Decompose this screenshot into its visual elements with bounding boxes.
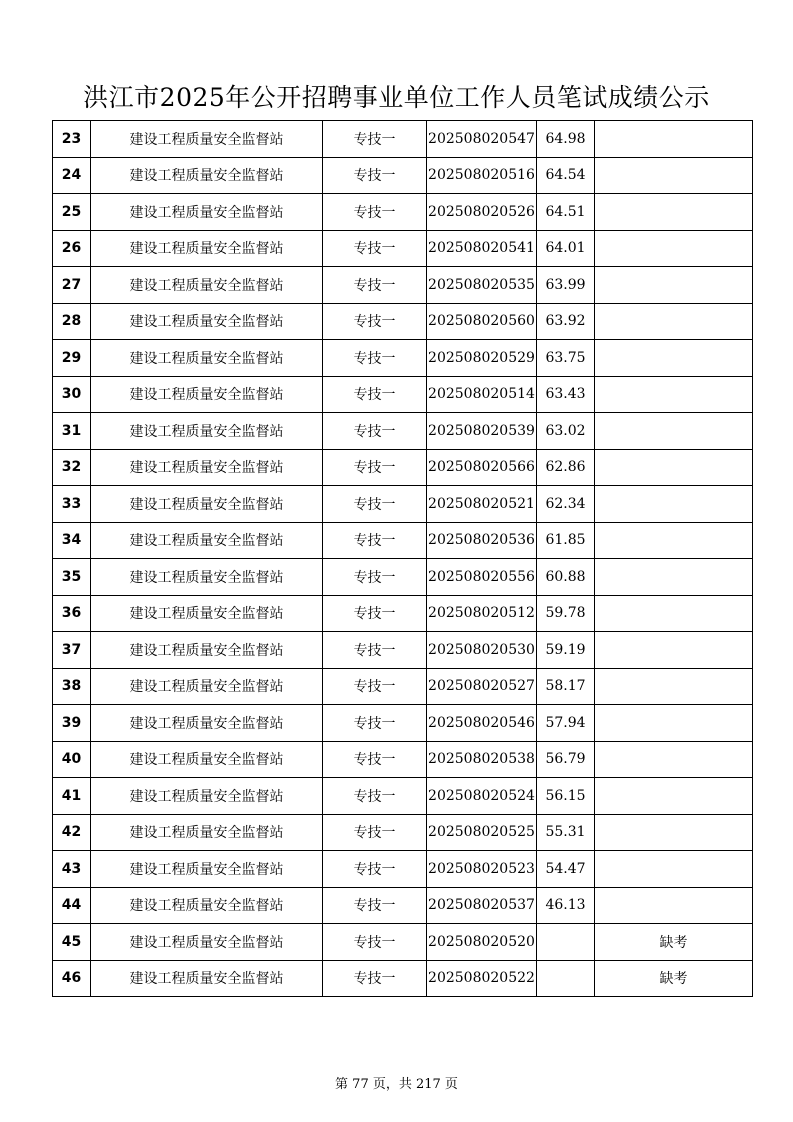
remark-cell — [595, 267, 753, 304]
ticket-number-cell: 202508020546 — [427, 705, 537, 742]
exam-score-cell: 60.88 — [537, 559, 595, 596]
position-code-cell: 专技一 — [323, 121, 427, 158]
row-number-cell: 39 — [53, 705, 91, 742]
ticket-number-cell: 202508020522 — [427, 960, 537, 997]
position-code-cell: 专技一 — [323, 376, 427, 413]
unit-name-cell: 建设工程质量安全监督站 — [91, 814, 323, 851]
ticket-number-cell: 202508020521 — [427, 486, 537, 523]
ticket-number-cell: 202508020547 — [427, 121, 537, 158]
remark-cell — [595, 340, 753, 377]
exam-score-cell: 57.94 — [537, 705, 595, 742]
row-number-cell: 31 — [53, 413, 91, 450]
unit-name-cell: 建设工程质量安全监督站 — [91, 413, 323, 450]
remark-cell — [595, 449, 753, 486]
exam-score-cell: 63.75 — [537, 340, 595, 377]
row-number-cell: 41 — [53, 778, 91, 815]
remark-cell — [595, 413, 753, 450]
remark-cell — [595, 157, 753, 194]
exam-score-cell: 46.13 — [537, 887, 595, 924]
position-code-cell: 专技一 — [323, 267, 427, 304]
ticket-number-cell: 202508020512 — [427, 595, 537, 632]
remark-cell — [595, 668, 753, 705]
unit-name-cell: 建设工程质量安全监督站 — [91, 194, 323, 231]
remark-cell — [595, 741, 753, 778]
row-number-cell: 26 — [53, 230, 91, 267]
page-title: 洪江市2025年公开招聘事业单位工作人员笔试成绩公示 — [83, 83, 710, 112]
position-code-cell: 专技一 — [323, 960, 427, 997]
remark-cell — [595, 121, 753, 158]
exam-score-cell: 56.15 — [537, 778, 595, 815]
row-number-cell: 44 — [53, 887, 91, 924]
unit-name-cell: 建设工程质量安全监督站 — [91, 267, 323, 304]
row-number-cell: 23 — [53, 121, 91, 158]
table-row — [53, 595, 753, 632]
exam-score-cell: 62.34 — [537, 486, 595, 523]
exam-score-cell: 63.99 — [537, 267, 595, 304]
row-number-cell: 38 — [53, 668, 91, 705]
ticket-number-cell: 202508020537 — [427, 887, 537, 924]
exam-score-cell: 64.98 — [537, 121, 595, 158]
ticket-number-cell: 202508020527 — [427, 668, 537, 705]
row-number-cell: 46 — [53, 960, 91, 997]
unit-name-cell: 建设工程质量安全监督站 — [91, 741, 323, 778]
table-row — [53, 230, 753, 267]
position-code-cell: 专技一 — [323, 668, 427, 705]
position-code-cell: 专技一 — [323, 741, 427, 778]
row-number-cell: 29 — [53, 340, 91, 377]
position-code-cell: 专技一 — [323, 194, 427, 231]
ticket-number-cell: 202508020541 — [427, 230, 537, 267]
exam-score-cell: 63.92 — [537, 303, 595, 340]
ticket-number-cell: 202508020523 — [427, 851, 537, 888]
remark-cell — [595, 632, 753, 669]
unit-name-cell: 建设工程质量安全监督站 — [91, 778, 323, 815]
remark-cell — [595, 194, 753, 231]
table-row — [53, 449, 753, 486]
exam-score-cell: 59.78 — [537, 595, 595, 632]
page-footer: 第 77 页，共 217 页 — [335, 1077, 458, 1092]
remark-cell — [595, 376, 753, 413]
remark-cell — [595, 230, 753, 267]
unit-name-cell: 建设工程质量安全监督站 — [91, 121, 323, 158]
position-code-cell: 专技一 — [323, 449, 427, 486]
row-number-cell: 36 — [53, 595, 91, 632]
table-row — [53, 960, 753, 997]
row-number-cell: 28 — [53, 303, 91, 340]
table-row — [53, 194, 753, 231]
remark-cell — [595, 559, 753, 596]
exam-score-cell: 58.17 — [537, 668, 595, 705]
unit-name-cell: 建设工程质量安全监督站 — [91, 559, 323, 596]
exam-score-cell: 64.54 — [537, 157, 595, 194]
row-number-cell: 32 — [53, 449, 91, 486]
remark-cell: 缺考 — [595, 960, 753, 997]
ticket-number-cell: 202508020520 — [427, 924, 537, 961]
table-row — [53, 668, 753, 705]
row-number-cell: 35 — [53, 559, 91, 596]
exam-score-cell: 55.31 — [537, 814, 595, 851]
table-row — [53, 376, 753, 413]
ticket-number-cell: 202508020516 — [427, 157, 537, 194]
table-row — [53, 157, 753, 194]
position-code-cell: 专技一 — [323, 559, 427, 596]
unit-name-cell: 建设工程质量安全监督站 — [91, 486, 323, 523]
row-number-cell: 40 — [53, 741, 91, 778]
remark-cell — [595, 486, 753, 523]
ticket-number-cell: 202508020526 — [427, 194, 537, 231]
unit-name-cell: 建设工程质量安全监督站 — [91, 705, 323, 742]
table-row — [53, 303, 753, 340]
table-row — [53, 705, 753, 742]
ticket-number-cell: 202508020530 — [427, 632, 537, 669]
unit-name-cell: 建设工程质量安全监督站 — [91, 449, 323, 486]
table-row — [53, 632, 753, 669]
row-number-cell: 34 — [53, 522, 91, 559]
exam-score-cell: 63.02 — [537, 413, 595, 450]
unit-name-cell: 建设工程质量安全监督站 — [91, 595, 323, 632]
position-code-cell: 专技一 — [323, 486, 427, 523]
position-code-cell: 专技一 — [323, 157, 427, 194]
table-row — [53, 814, 753, 851]
unit-name-cell: 建设工程质量安全监督站 — [91, 960, 323, 997]
row-number-cell: 27 — [53, 267, 91, 304]
unit-name-cell: 建设工程质量安全监督站 — [91, 340, 323, 377]
table-row — [53, 778, 753, 815]
position-code-cell: 专技一 — [323, 814, 427, 851]
ticket-number-cell: 202508020536 — [427, 522, 537, 559]
row-number-cell: 33 — [53, 486, 91, 523]
remark-cell: 缺考 — [595, 924, 753, 961]
unit-name-cell: 建设工程质量安全监督站 — [91, 376, 323, 413]
position-code-cell: 专技一 — [323, 303, 427, 340]
table-row — [53, 486, 753, 523]
position-code-cell: 专技一 — [323, 705, 427, 742]
unit-name-cell: 建设工程质量安全监督站 — [91, 230, 323, 267]
ticket-number-cell: 202508020535 — [427, 267, 537, 304]
row-number-cell: 42 — [53, 814, 91, 851]
unit-name-cell: 建设工程质量安全监督站 — [91, 157, 323, 194]
ticket-number-cell: 202508020514 — [427, 376, 537, 413]
scores-table — [52, 120, 753, 997]
table-row — [53, 413, 753, 450]
unit-name-cell: 建设工程质量安全监督站 — [91, 887, 323, 924]
unit-name-cell: 建设工程质量安全监督站 — [91, 851, 323, 888]
exam-score-cell — [537, 924, 595, 961]
exam-score-cell: 64.01 — [537, 230, 595, 267]
table-row — [53, 924, 753, 961]
ticket-number-cell: 202508020560 — [427, 303, 537, 340]
table-row — [53, 522, 753, 559]
row-number-cell: 43 — [53, 851, 91, 888]
position-code-cell: 专技一 — [323, 778, 427, 815]
remark-cell — [595, 814, 753, 851]
ticket-number-cell: 202508020524 — [427, 778, 537, 815]
row-number-cell: 45 — [53, 924, 91, 961]
unit-name-cell: 建设工程质量安全监督站 — [91, 632, 323, 669]
ticket-number-cell: 202508020529 — [427, 340, 537, 377]
table-row — [53, 121, 753, 158]
position-code-cell: 专技一 — [323, 595, 427, 632]
exam-score-cell: 56.79 — [537, 741, 595, 778]
exam-score-cell: 54.47 — [537, 851, 595, 888]
position-code-cell: 专技一 — [323, 522, 427, 559]
exam-score-cell: 63.43 — [537, 376, 595, 413]
unit-name-cell: 建设工程质量安全监督站 — [91, 668, 323, 705]
ticket-number-cell: 202508020525 — [427, 814, 537, 851]
ticket-number-cell: 202508020556 — [427, 559, 537, 596]
remark-cell — [595, 778, 753, 815]
position-code-cell: 专技一 — [323, 340, 427, 377]
exam-score-cell: 62.86 — [537, 449, 595, 486]
position-code-cell: 专技一 — [323, 632, 427, 669]
position-code-cell: 专技一 — [323, 230, 427, 267]
ticket-number-cell: 202508020538 — [427, 741, 537, 778]
table-row — [53, 741, 753, 778]
position-code-cell: 专技一 — [323, 413, 427, 450]
unit-name-cell: 建设工程质量安全监督站 — [91, 522, 323, 559]
scores-table-body — [53, 121, 753, 997]
remark-cell — [595, 705, 753, 742]
unit-name-cell: 建设工程质量安全监督站 — [91, 303, 323, 340]
exam-score-cell: 61.85 — [537, 522, 595, 559]
table-row — [53, 887, 753, 924]
ticket-number-cell: 202508020566 — [427, 449, 537, 486]
position-code-cell: 专技一 — [323, 924, 427, 961]
table-row — [53, 559, 753, 596]
exam-score-cell: 59.19 — [537, 632, 595, 669]
exam-score-cell: 64.51 — [537, 194, 595, 231]
position-code-cell: 专技一 — [323, 887, 427, 924]
remark-cell — [595, 887, 753, 924]
remark-cell — [595, 522, 753, 559]
exam-score-cell — [537, 960, 595, 997]
ticket-number-cell: 202508020539 — [427, 413, 537, 450]
remark-cell — [595, 595, 753, 632]
table-row — [53, 267, 753, 304]
table-row — [53, 851, 753, 888]
row-number-cell: 37 — [53, 632, 91, 669]
remark-cell — [595, 303, 753, 340]
position-code-cell: 专技一 — [323, 851, 427, 888]
row-number-cell: 30 — [53, 376, 91, 413]
row-number-cell: 25 — [53, 194, 91, 231]
unit-name-cell: 建设工程质量安全监督站 — [91, 924, 323, 961]
table-row — [53, 340, 753, 377]
row-number-cell: 24 — [53, 157, 91, 194]
remark-cell — [595, 851, 753, 888]
